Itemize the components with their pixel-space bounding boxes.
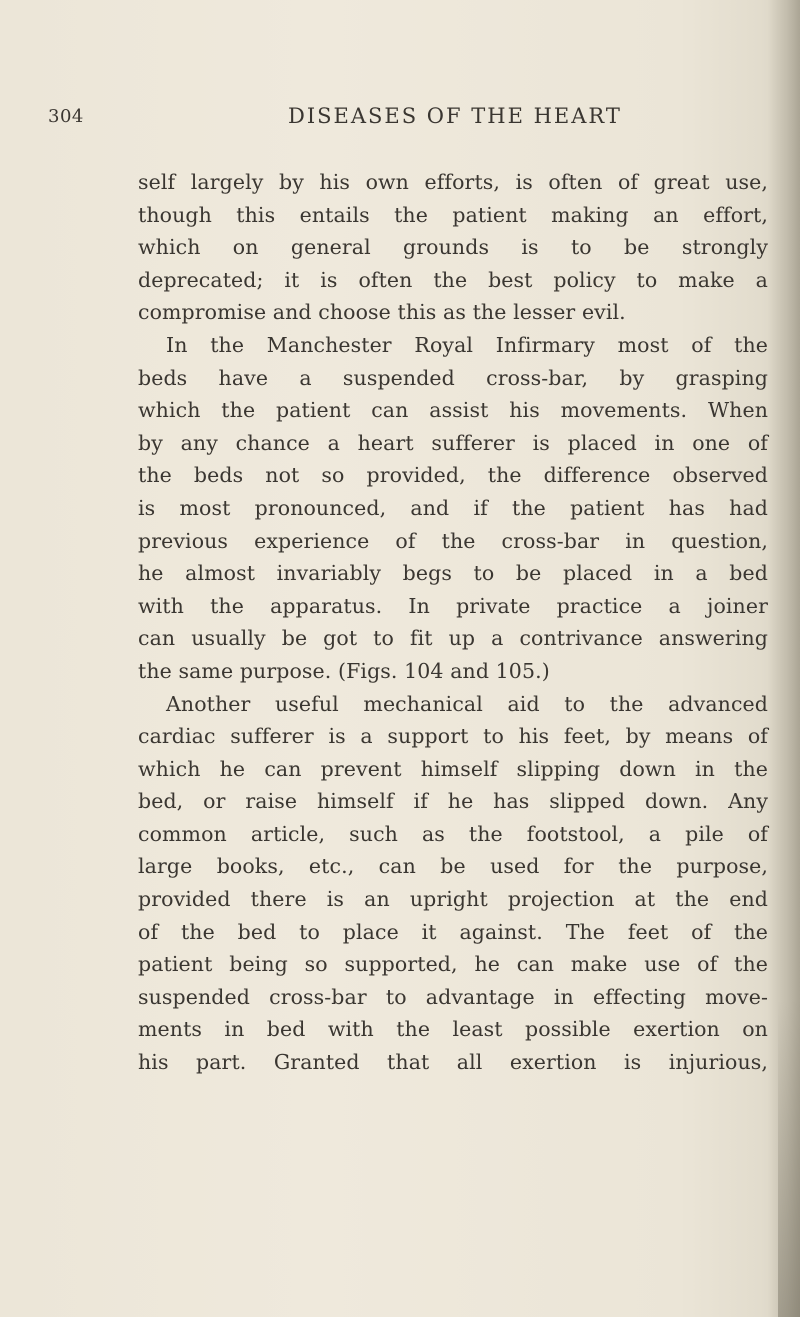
text-line: self largely by his own efforts, is often of great use, (138, 170, 768, 194)
text-line: patient being so supported, he can make use of the (138, 952, 768, 977)
text-line: with the apparatus. In private practice a joiner (138, 593, 768, 618)
text-line: large books, etc., can be used for the purpose, (138, 854, 768, 879)
text-line: provided there is an upright projection at the end (138, 887, 768, 912)
text-line: Another useful mechanical aid to the advanced (166, 691, 768, 716)
text-line: which the patient can assist his movements. When (138, 398, 768, 423)
text-line: cardiac sufferer is a support to his feet, by means of (138, 724, 768, 749)
text-line: which on general grounds is to be strongly (138, 235, 768, 260)
text-line: compromise and choose this as the lesser evil. (138, 300, 626, 325)
text-line: In the Manchester Royal Infirmary most of the (166, 332, 768, 357)
text-line: bed, or raise himself if he has slipped down. Any (138, 789, 768, 814)
text-line: common article, such as the footstool, a pile of (138, 821, 768, 846)
text-line: is most pronounced, and if the patient has had (138, 495, 768, 520)
text-line: suspended cross-bar to advantage in effecting move- (138, 984, 768, 1009)
text-line: of the bed to place it against. The feet of the (138, 919, 768, 944)
text-line: the same purpose. (Figs. 104 and 105.) (138, 658, 550, 683)
text-line: he almost invariably begs to be placed in a bed (138, 561, 768, 586)
text-line: by any chance a heart sufferer is placed in one of (138, 430, 768, 455)
text-line: though this entails the patient making an effort, (138, 202, 768, 227)
text-line: the beds not so provided, the difference observed (138, 463, 768, 488)
text-line: beds have a suspended cross-bar, by grasping (138, 365, 768, 390)
body-text (138, 166, 768, 1079)
page-number: 304 (48, 106, 84, 127)
text-line: deprecated; it is often the best policy to make a (138, 267, 768, 292)
page-corner-shadow (778, 1000, 800, 1317)
text-line: can usually be got to fit up a contrivance answering (138, 626, 768, 651)
text-line: which he can prevent himself slipping down in the (138, 756, 768, 781)
page-header (48, 98, 728, 134)
text-line: previous experience of the cross-bar in question, (138, 528, 768, 553)
text-line: ments in bed with the least possible exertion on (138, 1017, 768, 1042)
text-line: his part. Granted that all exertion is injurious, (138, 1050, 768, 1075)
running-title: DISEASES OF THE HEART (288, 104, 622, 128)
